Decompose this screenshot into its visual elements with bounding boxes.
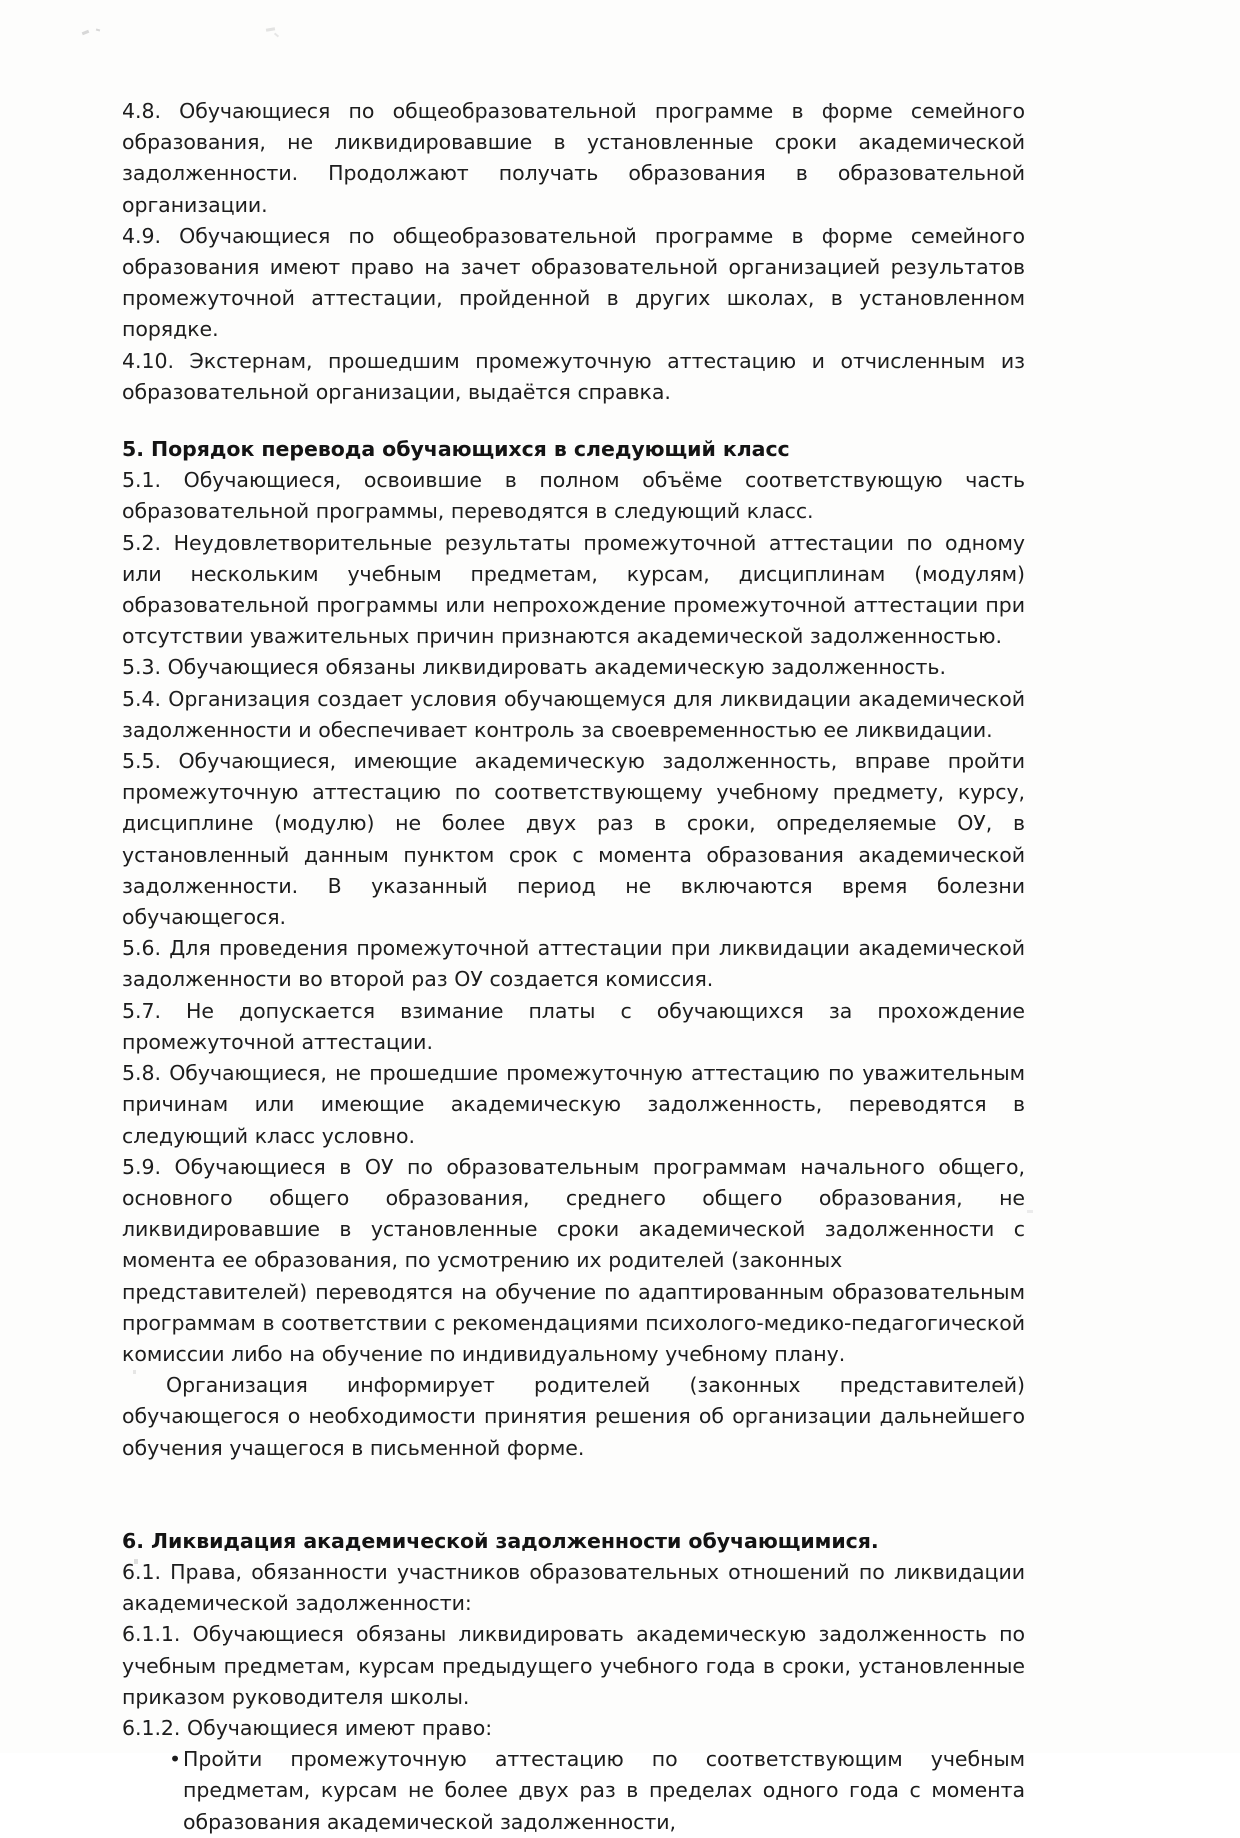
list-item — [122, 1744, 1025, 1838]
section-gap — [122, 1464, 1025, 1526]
paragraph-5-5: 5.5. Обучающиеся, имеющие академическую задолженность, вправе пройти промежуточную аттестацию по соответствующему учебному предмету, курсу, дисциплине (модулю) не более двух раз в сроки, определяемые ОУ, в установленный данным пунктом срок с момента образования академической задолженности. В указанный период не включаются время болезни обучающегося. — [122, 749, 1025, 930]
paragraph-5-9-part-1: 5.9. Обучающиеся в ОУ по образовательным программам начального общего, основного общего образования, среднего общего образования, не ликвидировавшие в установленные сроки академической задолженности с момента ее образования, по усмотрению их родителей (законных — [122, 1154, 1025, 1273]
heading-section-5: 5. Порядок перевода обучающихся в следующий класс — [122, 437, 790, 462]
paragraph-5-3: 5.3. Обучающиеся обязаны ликвидировать академическую задолженность. — [122, 655, 946, 680]
paragraph-5-2: 5.2. Неудовлетворительные результаты промежуточной аттестации по одному или нескольким учебным предметам, курсам, дисциплинам (модулям) образовательной программы или непрохождение промежуточной аттестации при отсутствии уважительных причин признаются академической задолженностью. — [122, 530, 1025, 649]
paragraph-5-9-part-3: Организация информирует родителей (законных представителей) обучающегося о необходимости принятия решения об организации дальнейшего обучения учащегося в письменной форме. — [122, 1373, 1025, 1460]
bullet-point-icon: • — [169, 1747, 182, 1772]
paragraph-5-9-part-2: представителей) переводятся на обучение по адаптированным образовательным программам в соответствии с рекомендациями психолого-медико-педагогической комиссии либо на обучение по индивидуальному учебному плану. — [122, 1279, 1025, 1366]
paragraph-5-1: 5.1. Обучающиеся, освоившие в полном объёме соответствующую часть образовательной программы, переводятся в следующий класс. — [122, 468, 1025, 524]
paragraph-6-1-1: 6.1.1. Обучающиеся обязаны ликвидировать академическую задолженность по учебным предметам, курсам предыдущего учебного года в сроки, установленные приказом руководителя школы. — [122, 1622, 1025, 1709]
scan-speckle-icon — [266, 27, 275, 32]
list-item-text: Пройти промежуточную аттестацию по соответствующим учебным предметам, курсам не более двух раз в пределах одного года с момента образования академической задолженности, — [183, 1747, 1025, 1834]
paragraph-4-9: 4.9. Обучающиеся по общеобразовательной программе в форме семейного образования имеют право на зачет образовательной организацией результатов промежуточной аттестации, пройденной в других школах, в установленном порядке. — [122, 223, 1025, 342]
paragraph-5-6: 5.6. Для проведения промежуточной аттестации при ликвидации академической задолженности во второй раз ОУ создается комиссия. — [122, 936, 1025, 992]
scan-speckle-icon — [1027, 1210, 1033, 1213]
paragraph-4-10: 4.10. Экстернам, прошедшим промежуточную аттестацию и отчисленным из образовательной организации, выдаётся справка. — [122, 348, 1025, 404]
scan-speckle-icon — [82, 30, 90, 35]
paragraph-6-1-2: 6.1.2. Обучающиеся имеют право: — [122, 1715, 493, 1740]
section-gap — [122, 408, 1025, 434]
paragraph-5-7: 5.7. Не допускается взимание платы с обучающихся за прохождение промежуточной аттестации. — [122, 998, 1025, 1054]
heading-section-6: 6. Ликвидация академической задолженности обучающимися. — [122, 1528, 879, 1553]
paragraph-6-1: 6.1. Права, обязанности участников образовательных отношений по ликвидации академической задолженности: — [122, 1559, 1025, 1616]
paragraph-5-8: 5.8. Обучающиеся, не прошедшие промежуточную аттестацию по уважительным причинам или имеющие академическую задолженность, переводятся в следующий класс условно. — [122, 1061, 1025, 1148]
paragraph-5-4: 5.4. Организация создает условия обучающемуся для ликвидации академической задолженности и обеспечивает контроль за своевременностью ее ликвидации. — [122, 686, 1025, 742]
paragraph-4-8: 4.8. Обучающиеся по общеобразовательной программе в форме семейного образования, не ликвидировавшие в установленные сроки академической задолженности. Продолжают получать образования в образовательной организации. — [122, 99, 1025, 217]
scan-speckle-icon — [96, 29, 100, 32]
document-body — [122, 96, 1025, 1838]
scan-speckle-icon — [274, 33, 279, 38]
